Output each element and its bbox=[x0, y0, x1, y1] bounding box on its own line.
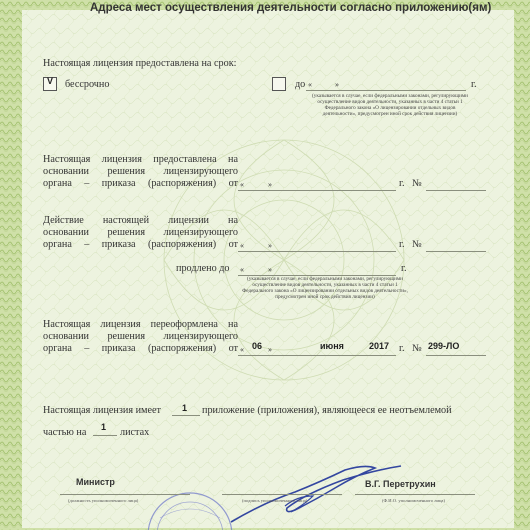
signer-name: В.Г. Перетрухин bbox=[365, 479, 436, 489]
suspended-line-2: основании решения лицензирующего bbox=[43, 227, 238, 238]
granted-date-line bbox=[238, 190, 396, 191]
until-year-suffix: г. bbox=[471, 79, 477, 90]
granted-quote-open: « bbox=[240, 180, 244, 189]
signature-line bbox=[222, 494, 342, 495]
appendix-text-a: Настоящая лицензия имеет bbox=[43, 405, 161, 416]
position-line bbox=[60, 494, 190, 495]
reissued-day: 06 bbox=[252, 341, 263, 351]
caption-position: (должность уполномоченного лица) bbox=[68, 498, 139, 503]
reissued-month: июня bbox=[320, 341, 344, 351]
suspended-quote-open: « bbox=[240, 241, 244, 250]
until-prefix: до bbox=[295, 79, 306, 90]
until-date-line bbox=[306, 90, 466, 91]
extended-quote-close: » bbox=[268, 265, 272, 274]
appendix-sheets: 1 bbox=[101, 422, 107, 432]
term-note: (указывается в случае, если федеральными законами, регулирующими осуществление видов деятельности, указанных в части 4 статьи 1 Федерального закона «О лицензировании отдельных видов деятельности», предусмотрен иной срок действия лицензии) bbox=[312, 93, 468, 117]
suspended-quote-close: » bbox=[268, 241, 272, 250]
suspended-line-1: Действие настоящей лицензии на bbox=[43, 215, 238, 226]
caption-name: (Ф.И.О. уполномоченного лица) bbox=[382, 498, 445, 503]
name-line bbox=[355, 494, 475, 495]
reissued-number-line bbox=[426, 355, 486, 356]
appendix-count: 1 bbox=[182, 403, 188, 413]
reissued-line-1: Настоящая лицензия переоформлена на bbox=[43, 319, 238, 330]
granted-number-label: № bbox=[412, 178, 422, 189]
granted-quote-close: » bbox=[268, 180, 272, 189]
appendix-text-c: частью на bbox=[43, 427, 87, 438]
indefinite-check-mark: V bbox=[47, 76, 54, 86]
reissued-number: 299-ЛО bbox=[428, 341, 460, 351]
suspended-number-line bbox=[426, 251, 486, 252]
suspended-line-3: органа – приказа (распоряжения) от bbox=[43, 239, 238, 250]
until-quote-open: « bbox=[308, 80, 312, 89]
granted-year-suffix: г. bbox=[399, 178, 405, 189]
reissued-date-line bbox=[238, 355, 396, 356]
appendix-text-d: листах bbox=[120, 427, 150, 438]
reissued-line-3: органа – приказа (распоряжения) от bbox=[43, 343, 238, 354]
granted-line-1: Настоящая лицензия предоставлена на bbox=[43, 154, 238, 165]
term-label: Настоящая лицензия предоставлена на срок: bbox=[43, 58, 237, 69]
granted-number-line bbox=[426, 190, 486, 191]
extended-label: продлено до bbox=[176, 263, 230, 274]
indefinite-label: бессрочно bbox=[65, 79, 110, 90]
extended-quote-open: « bbox=[240, 265, 244, 274]
suspended-number-label: № bbox=[412, 239, 422, 250]
reissued-quote-open: « bbox=[240, 345, 244, 354]
appendix-text-b: приложение (приложения), являющееся ее неотъемлемой bbox=[202, 405, 452, 416]
reissued-number-label: № bbox=[412, 343, 422, 354]
caption-signature: (подпись уполномоченного лица) bbox=[242, 498, 308, 503]
reissued-quote-close: » bbox=[268, 345, 272, 354]
appendix-count-line bbox=[172, 415, 200, 416]
granted-line-2: основании решения лицензирующего bbox=[43, 166, 238, 177]
appendix-sheets-line bbox=[93, 435, 117, 436]
reissued-year-suffix: г. bbox=[399, 343, 405, 354]
handwritten-signature bbox=[225, 462, 405, 528]
until-date-checkbox[interactable] bbox=[272, 77, 286, 91]
until-quote-close: » bbox=[335, 80, 339, 89]
signer-position: Министр bbox=[76, 477, 115, 487]
page-title: Адреса мест осуществления деятельности согласно приложению(ям) bbox=[90, 2, 492, 14]
extended-note: (указывается в случае, если федеральными законами, регулирующими осуществление видов деятельности, указанных в части 4 статьи 1 Федерального закона «О лицензировании отдельных видов деятельности», предусмотрен иной срок действия лицензии) bbox=[242, 276, 408, 300]
suspended-date-line bbox=[238, 251, 396, 252]
extended-year-suffix: г. bbox=[401, 263, 407, 274]
suspended-year-suffix: г. bbox=[399, 239, 405, 250]
reissued-year: 2017 bbox=[369, 341, 390, 351]
reissued-line-2: основании решения лицензирующего bbox=[43, 331, 238, 342]
granted-line-3: органа – приказа (распоряжения) от bbox=[43, 178, 238, 189]
